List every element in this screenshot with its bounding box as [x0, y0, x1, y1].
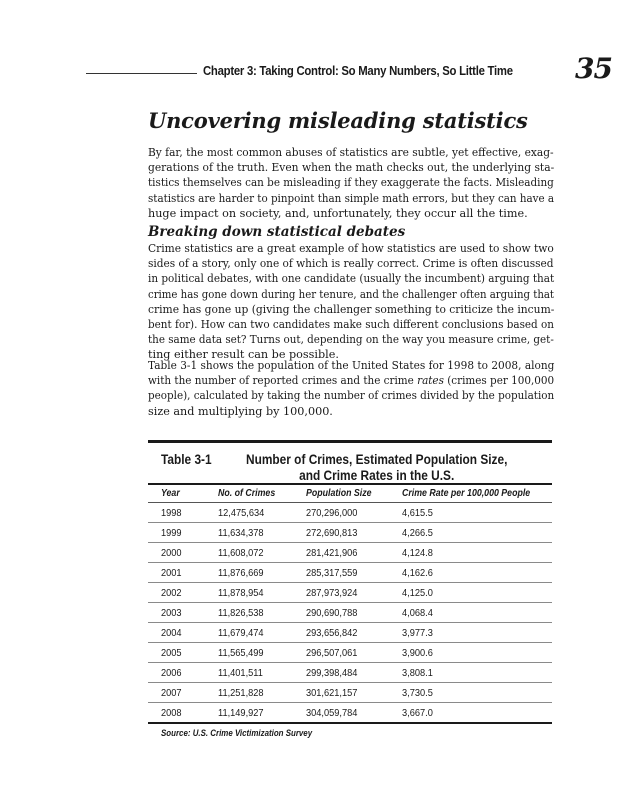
crimes-cell: 11,401,511 — [218, 667, 263, 679]
table-header-row — [148, 485, 552, 503]
table-row — [148, 523, 552, 543]
year-cell: 2001 — [161, 567, 182, 579]
table-body — [148, 503, 552, 724]
crime-statistics-table — [148, 440, 552, 740]
table-number: Table 3-1 — [161, 452, 212, 467]
paragraph-line: sides of a story, only one of which is really correct. Crime is often discussed — [148, 257, 554, 271]
page-number: 35 — [575, 52, 612, 85]
crimes-cell: 11,251,828 — [218, 687, 264, 699]
paragraph-line: crime has gone down during her tenure, and the challenger often arguing that — [148, 287, 555, 301]
paragraph-line: tistics themselves can be misleading if they exaggerate the facts. Misleading — [148, 176, 554, 190]
paragraph-line: crime has gone up (giving the challenger something to criticize the incum- — [148, 302, 555, 316]
population-cell: 299,398,484 — [306, 667, 358, 679]
crimes-cell: 11,876,669 — [218, 567, 264, 579]
year-cell: 1998 — [161, 507, 182, 519]
text-run: with the number of reported crimes and the crime — [148, 374, 418, 388]
year-cell: 2008 — [161, 707, 182, 719]
table-row — [148, 703, 552, 724]
paragraph-line: statistics are harder to pinpoint than simple math errors, but they can have a — [148, 191, 555, 205]
crime-rate-cell: 3,730.5 — [402, 687, 433, 699]
paragraph-line: huge impact on society, and, unfortunately, they occur all the time. — [148, 206, 528, 220]
crime-rate-cell: 4,615.5 — [402, 507, 433, 519]
year-cell: 2002 — [161, 587, 182, 599]
crimes-cell: 11,826,538 — [218, 607, 264, 619]
table-source — [148, 724, 552, 740]
crime-rate-cell: 3,977.3 — [402, 627, 433, 639]
running-header-title: Chapter 3: Taking Control: So Many Numbers, So Little Time — [203, 63, 513, 78]
paragraph-line: size and multiplying by 100,000. — [148, 404, 333, 418]
population-cell: 285,317,559 — [306, 567, 358, 579]
table-row — [148, 543, 552, 563]
population-cell: 304,059,784 — [306, 707, 358, 719]
table-title-line: Number of Crimes, Estimated Population Size, — [246, 452, 508, 467]
crime-rate-cell: 4,266.5 — [402, 527, 433, 539]
source-note: Source: U.S. Crime Victimization Survey — [161, 728, 313, 738]
table-row — [148, 643, 552, 663]
year-cell: 1999 — [161, 527, 182, 539]
population-cell: 290,690,788 — [306, 607, 358, 619]
table-row — [148, 563, 552, 583]
column-header-crimes: No. of Crimes — [218, 488, 276, 499]
crime-rate-cell: 4,068.4 — [402, 607, 433, 619]
table-row — [148, 583, 552, 603]
crime-rate-cell: 4,162.6 — [402, 567, 433, 579]
population-cell: 296,507,061 — [306, 647, 358, 659]
population-cell: 287,973,924 — [306, 587, 358, 599]
paragraph-line: bent for). How can two candidates make such different conclusions based on — [148, 318, 554, 332]
paragraph-line: in political debates, with one candidate (usually the incumbent) arguing that — [148, 272, 555, 286]
column-header-population: Population Size — [306, 488, 372, 499]
header-rule — [86, 73, 197, 74]
crime-rate-cell: 3,900.6 — [402, 647, 433, 659]
table-row — [148, 683, 552, 703]
table-row — [148, 603, 552, 623]
population-cell: 293,656,842 — [306, 627, 358, 639]
column-header-year: Year — [161, 488, 180, 499]
paragraph-line: the same data set? Turns out, depending on the way you measure crime, get- — [148, 333, 554, 347]
paragraph-line — [148, 373, 555, 388]
year-cell: 2005 — [161, 647, 182, 659]
debate-paragraph — [148, 241, 554, 363]
table-row — [148, 503, 552, 523]
crimes-cell: 11,608,072 — [218, 547, 264, 559]
intro-paragraph — [148, 145, 554, 221]
table-title-line: and Crime Rates in the U.S. — [299, 468, 455, 483]
year-cell: 2007 — [161, 687, 182, 699]
paragraph-line: people), calculated by taking the number of crimes divided by the population — [148, 389, 555, 403]
paragraph-line: ting either result can be possible. — [148, 348, 339, 362]
population-cell: 270,296,000 — [306, 507, 358, 519]
population-cell: 301,621,157 — [306, 687, 358, 699]
table-intro-paragraph — [148, 358, 554, 419]
table-title — [246, 452, 507, 484]
paragraph-line: gerations of the truth. Even when the math checks out, the underlying sta- — [148, 161, 555, 175]
paragraph-line: By far, the most common abuses of statistics are subtle, yet effective, exag- — [148, 146, 554, 159]
emphasis-rates: rates — [417, 374, 444, 388]
text-run: (crimes per 100,000 — [443, 374, 555, 388]
population-cell: 272,690,813 — [306, 527, 358, 539]
year-cell: 2003 — [161, 607, 182, 619]
crimes-cell: 11,149,927 — [218, 707, 264, 719]
year-cell: 2000 — [161, 547, 182, 559]
paragraph-line: Crime statistics are a great example of how statistics are used to show two — [148, 242, 554, 255]
paragraph-line: Table 3-1 shows the population of the United States for 1998 to 2008, along — [148, 359, 555, 372]
crimes-cell: 11,679,474 — [218, 627, 264, 639]
table-row — [148, 623, 552, 643]
table-caption — [148, 443, 552, 483]
crime-rate-cell: 4,125.0 — [402, 587, 433, 599]
year-cell: 2004 — [161, 627, 182, 639]
crimes-cell: 11,565,499 — [218, 647, 264, 659]
crimes-cell: 11,634,378 — [218, 527, 264, 539]
crime-rate-cell: 3,808.1 — [402, 667, 433, 679]
subsection-heading: Breaking down statistical debates — [148, 224, 406, 240]
population-cell: 281,421,906 — [306, 547, 358, 559]
table-row — [148, 663, 552, 683]
year-cell: 2006 — [161, 667, 182, 679]
crime-rate-cell: 4,124.8 — [402, 547, 433, 559]
section-heading: Uncovering misleading statistics — [148, 108, 528, 133]
column-header-crime-rate: Crime Rate per 100,000 People — [402, 488, 531, 499]
crime-rate-cell: 3,667.0 — [402, 707, 433, 719]
crimes-cell: 11,878,954 — [218, 587, 264, 599]
crimes-cell: 12,475,634 — [218, 507, 265, 519]
